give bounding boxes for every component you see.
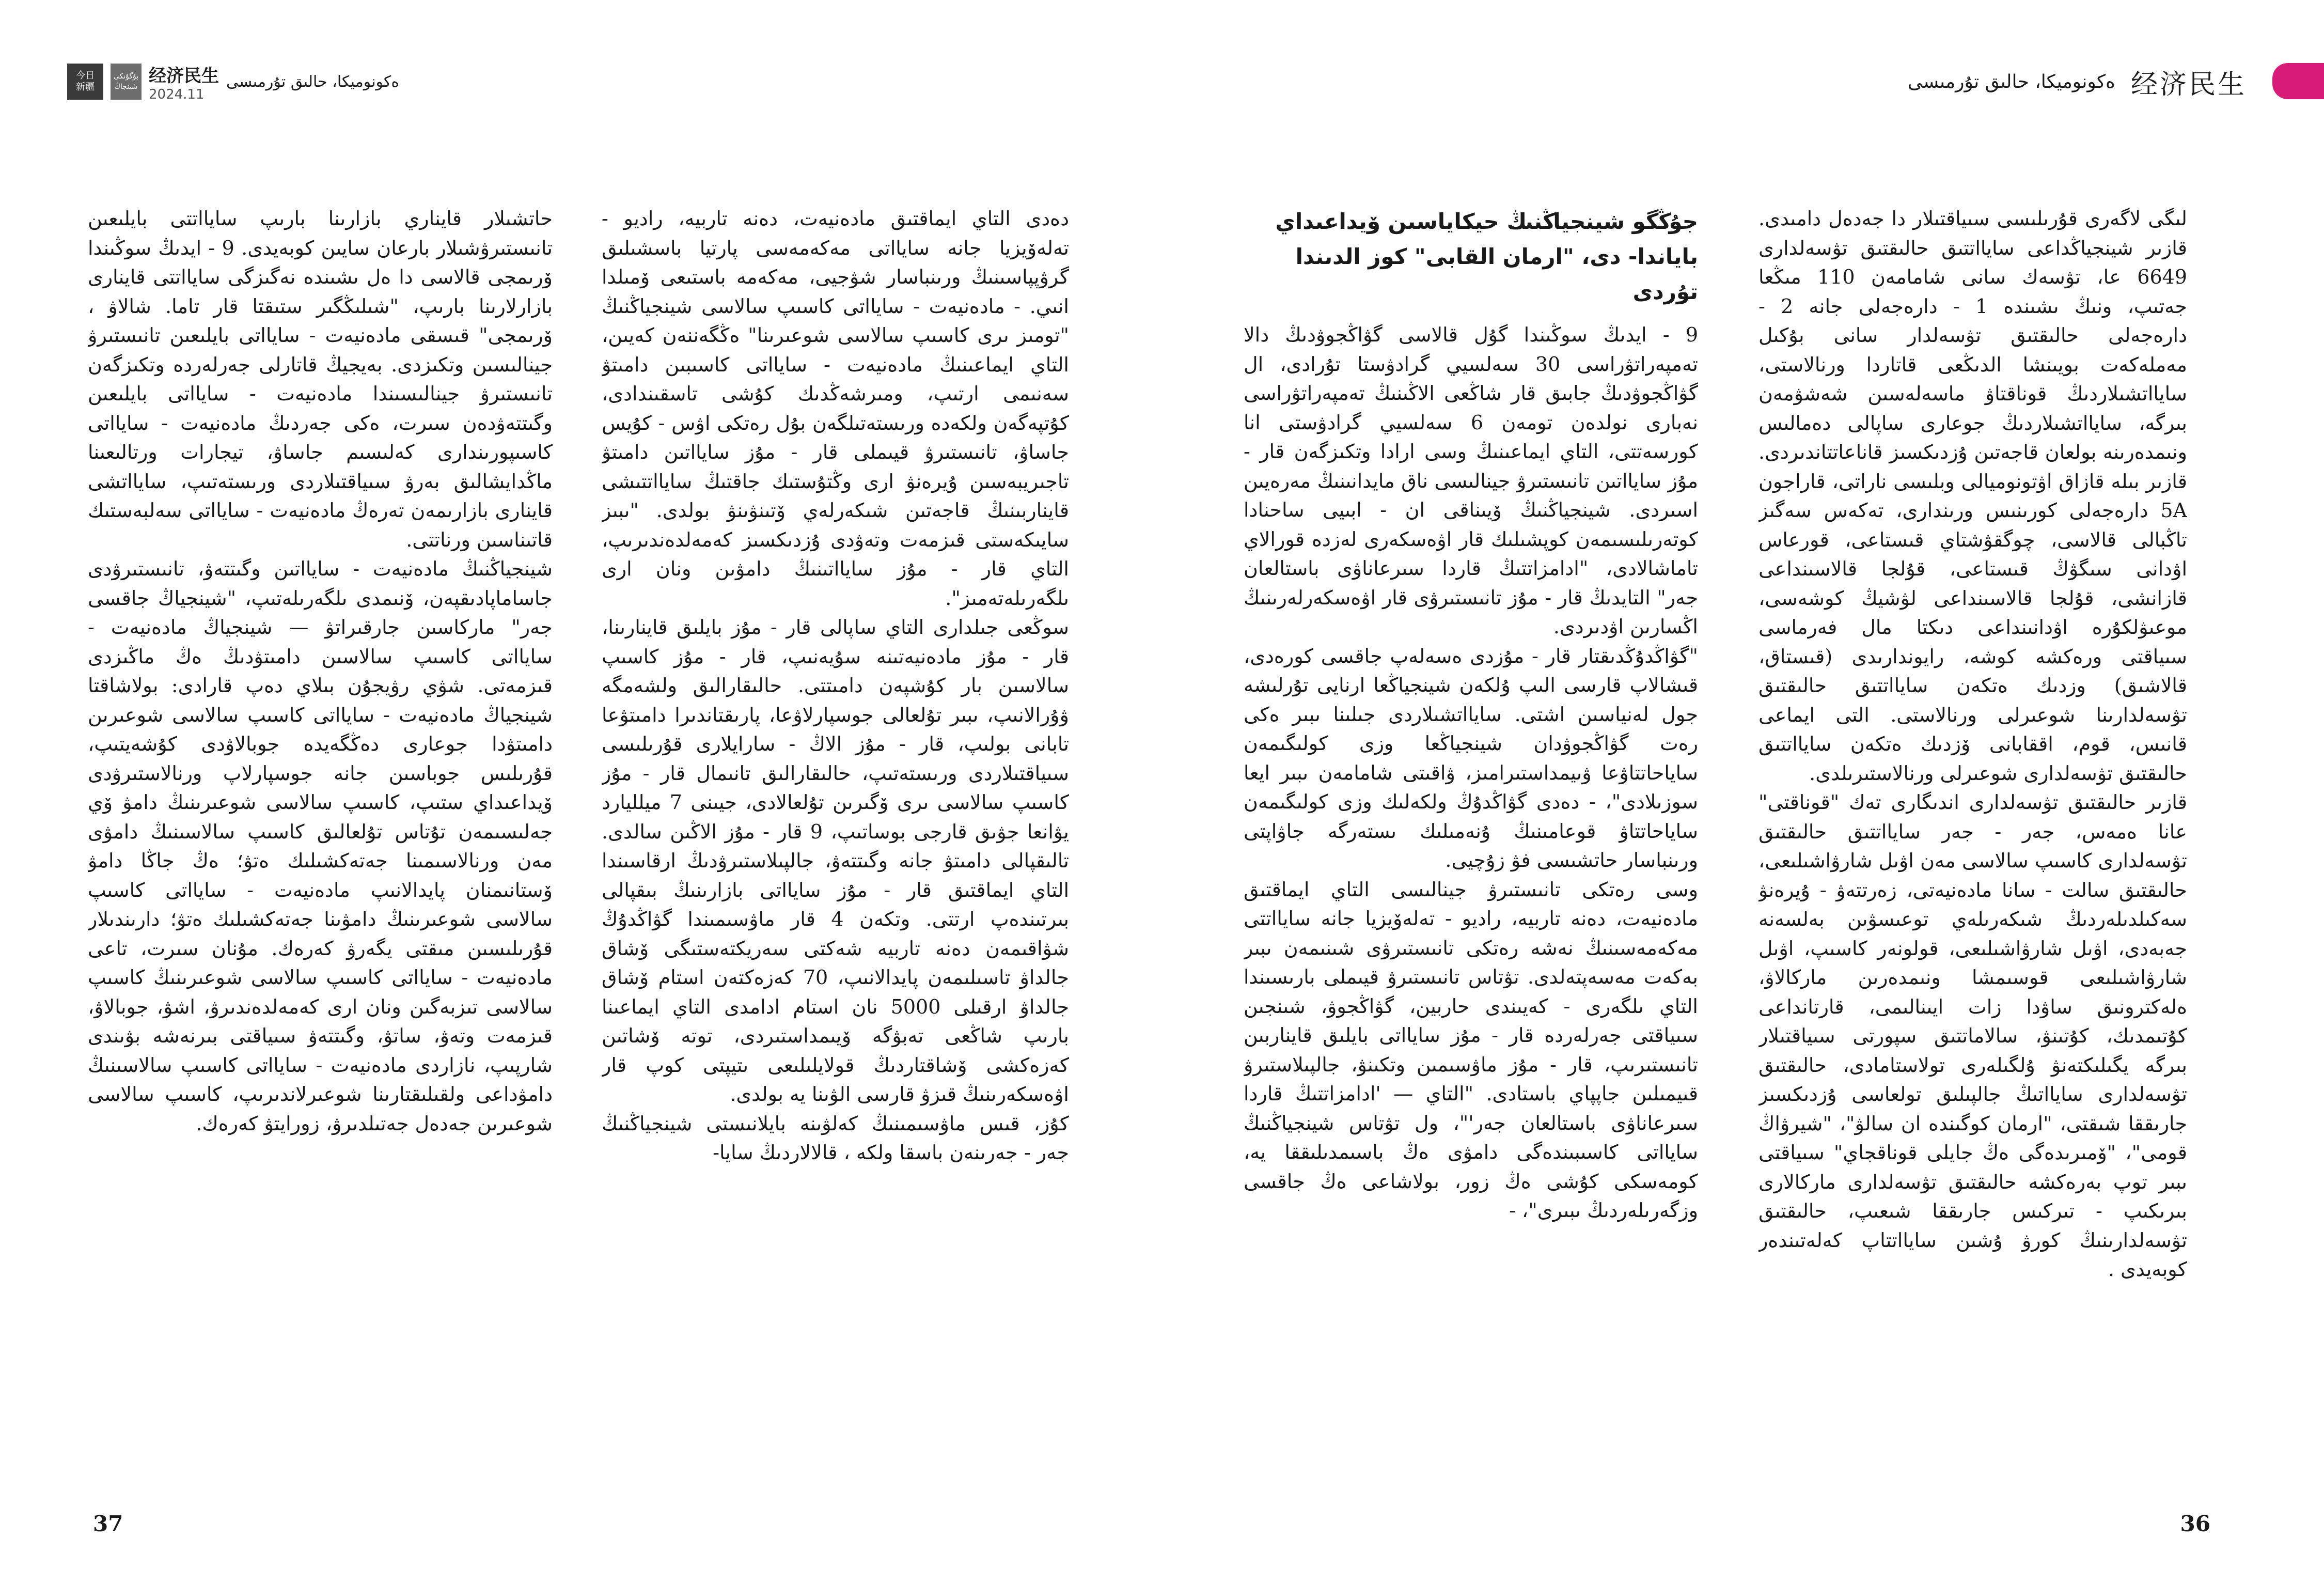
logo2-line2: شىنجاڭ — [114, 83, 138, 91]
paragraph: كۇز، قىس ماۋسىمىنىڭ كەلۋىنە بايلانىستى شينجياڭنىڭ جەر - جەرىنەن باسقا ولكە ، قالالاردىڭ سايا- — [602, 1112, 1069, 1164]
logo-line2: 新疆 — [76, 82, 95, 92]
paragraph: دەدى التاي ايماقتىق مادەنيەت، دەنە تاربيە، راديو - تەلەۆيزيا جانە سايااتى مەكەمەسى پارتيا باسشىلىق گرۋپپاسىنىڭ ورىنباسار شۋجيى، مەكەمە باستىعى ۆمىلدا انىي. - مادەنيەت - سايااتى كاسىپ سالاسى شينجياڭنىڭ "تومىز ىرى كاسىپ سالاسى شوعىرىنا" ەڭگەننەن كەيىن، التاي ايماعىنىڭ مادەنيەت - سايااتى كاسىبىن دامىتۋ سەنىمى ارتىپ، ومىرشەڭدىك كۇشى تاسقىندادى، كۇتپەگەن ولكەدە ورىستەتىلگەن بۇل رەتكى اۋس - كۇيس جاساۋ، تانىستىرۋ قيىملى قار - مۇز سايااتىن دامىتۋ تاجىريبەسىن ۇيرەنۋ ارى وڭتۇستىك جاقتىڭ سايااتتىشى قايناربىنىڭ قاجەتىن شىكەرلەي ۆتىنۋىنۋ بولدى. "ىبىز سايىكەستى قىزمەت وتەۋدى ۇزدىكسىز كەمەلدەندىرىپ، التاي قار - مۇز سايااتىنىڭ دامۋىن ونان ارى ىلگەرىلەتەمىز". — [602, 207, 1069, 610]
text-column-3 — [602, 204, 1069, 1516]
magazine-logo-uyghur — [111, 64, 142, 100]
logo2-line1: بۇگۇنكى — [113, 72, 139, 81]
paragraph: "گۋاڭدۇڭدىقتار قار - مۇزدى ەسەلەپ جاقسى كورەدى، قىشالاپ قارسى الىپ ۇلكەن شينجياڭعا ارنايى تۇرلىشە جول لەنياسىن اشتى. سايااتشىلاردى جىلىنا ىبىر ەكى رەت گۋاڭجوۋدان شينجياڭعا وزى كولىگىمەن ساياحاتتاۋعا ۋىيمداستىرامىز، ۋاقىتى شامامەن ىبىر ايعا سوزىلادى"، - دەدى گۋاڭدۇڭ ولكەلىك وزى كولىگىمەن ساياحاتتاۋ قوعامىنىڭ ۇنەمىلىك ىستەرگە جاۋاپتى ورىنباسار حاتشىسى فۋ زۇچيى. — [1244, 644, 1698, 871]
paragraph: شينجياڭنىڭ مادەنيەت - سايااتىن وگىتتەۋ، تانىستىرۋدى جاساماپادىقپەن، ۆنىمدى ىلگەرىلەتىپ، "شينجياڭ جاقسى جەر" ماركاسىن جارقىراتۋ — شينجياڭ مادەنيەت - سايااتى كاسىپ سالاسىن دامىتۋدىڭ ەڭ ماڭىزدى قىزمەتى. شۋي رۋيجۇن بىلاي دەپ قارادى: بولاشاقتا شينجياڭ مادەنيەت - سايااتى كاسىپ سالاسى شوعىرىن دامىتۋدا جوعارى دەڭگەيدە جوبالاۋدى كۇشەيتىپ، قۇرىلىس جوباسىن جانە جوسپارلاپ ورنالاستىرۋدى ۆيداعىداي ستىپ، كاسىپ سالاسى شوعىرىنىڭ دامۋ ۆي جەلىسىمەن تۇتاس تۇلعالىق كاسىپ سالاسىنىڭ دامۋى مەن ورنالاسىمىنا جەتەكشىلىك ەتۋ؛ ەڭ جاڭا دامۋ ۆستانىمنان پايدالانىپ مادەنيەت - سايااتى كاسىپ سالاسى شوعىرىنىڭ دامۋىنا جەتەكشىلىك ەتۋ؛ دارىندىلار قۇرىلىسىن مىقتى يگەرۋ كەرەك. مۇنان سىرت، تاعى مادەنيەت - سايااتى كاسىپ سالاسى شوعىرىنىڭ كاسىپ سالاسى تىزبەگىن ونان ارى كەمەلدەندىرۋ، اشۋ، جوبالاۋ، قىزمەت وتەۋ، ساتۋ، وگىتتەۋ سىياقتى بىرنەشە بۋىندى شارپىپ، نازاردى مادەنيەت - سايااتى كاسىپ سالاسىنىڭ دامۋداعى ولقىلىقتارىنا شوعىرلاندىرىپ، كاسىپ سالاسى شوعىرىن جەدەل جەتىلدىرۋ، زورايتۋ كەرەك. — [88, 557, 553, 1135]
text-column-2 — [1244, 320, 1698, 1516]
header-right-subtitle: ەكونوميكا، حالىق تۇرمىسى — [1907, 71, 2115, 92]
header-left — [67, 61, 399, 102]
logo-line1: 今日 — [76, 70, 95, 81]
text-column-4 — [88, 204, 553, 1516]
header-left-title: 经济民生 — [149, 65, 219, 86]
issue-date: 2024.11 — [149, 86, 205, 102]
header-left-subtitle: ەكونوميكا، حالىق تۇرمىسى — [226, 72, 400, 91]
page-number-left: 37 — [93, 1511, 123, 1536]
header-right-title: 经济民生 — [2130, 69, 2247, 100]
paragraph: قازىر حالىقتىق تۋسەلدارى اندىگارى تەك "قوناقتى" عانا ەمەس، جەر - جەر سايااتتىق حالىقتىق تۋسەلدارى كاسىپ سالاسى مەن اۋىل شارۋاشىلىعى، حالىقتىق سالت - سانا مادەنيەتى، زەرتتەۋ - ۇيرەنۋ سەكىلدىلەردىڭ شىكەرىلەي توعىسۋىن بەلسەنە جەبەدى، اۋىل شارۋاشىلىعى، قولونەر كاسىپ، اۋىل شارۋاشىلىعى قوسىمشا ونىمدەرىن ماركالاۋ، ەلەكترونىق ساۋدا زات ايىنالىمى، قارتانداعى كۇتىمدىك، كۇتىنۋ، سالاماتتىق سپورتى سىياقتىلار بىرگە يگىلىكتەنۋ ۇلگىلەرى تولاستامادى، حالىقتىق تۋسەلدارى سايااتىڭ جالپىلىق تولعاسى ۇزدىكسىز جارىققا شىقتى، "ارمان كوگىندە ان سالۋ"، "شيرۋاڭ قومى"، "ۆمىرىدەگى ەڭ جايلى قوناقجاي" سىياقتى ىبىر توپ بەرەكشە حالىقتىق تۋسەلدارى ماركالارى بىرىكىپ - تىركىس جارىققا شىعىپ، حالىقتىق تۋسەلدارىنىڭ كورۋ ۇشىن سايااتتاپ كەلەتىندەر كوبەيدى . — [1758, 791, 2187, 1281]
header-right — [1908, 61, 2247, 102]
section-heading: جۇڭگو شينجياڭنىڭ حيكاياسىن ۆيداعىداي باياندا- دى، "ارمان القابى" كوز الدىندا تۇردى — [1275, 209, 1698, 304]
section-tab — [2272, 63, 2324, 99]
paragraph: لىگى لاگەرى قۇرىلىسى سىياقتىلار دا جەدەل دامىدى. قازىر شينجياڭداعى سايااتتىق حالىقتىق تۋسەلدارى 6649 عا، تۋسەك سانى شامامەن 110 مىڭعا جەتىپ، ونىڭ ىشىندە 1 - دارەجەلى جانە 2 - دارەجەلى حالىقتىق تۋسەلدار سانى بۇكىل مەملەكەت بويىنشا الدىڭعى قاتاردا ورنالاستى، سايااتشىلاردىڭ قوناقتاۋ ماسەلەسىن شەشۋمەن بىرگە، سايااتشىلاردىڭ جوعارى ساپالى دەمالىس ونىمدەرىنە بولعان قاجەتىن ۇزدىكسىز قاناعاتتاندىردى. قازىر بىلە قازاق اۋتونوميالى وبلىسى ناراتى، قاراجون 5A دارەجەلى كورىنىس ورىندارى، تەكەس سەگىز تاڭبالى قالاسى، چوگقۋشتاي قىستاعى، قورعاس اۋدانى سىگۋڭ قىستاعى، قۇلجا قالاسىنداعى قازانشى، قۇلجا قالاسىنداعى لۋشيڭ كوشەسى، موعىۋلكۇرە اۋدانىنداعى دىكتا مال فەرماسى سىياقتى ورەكشە كوشە، رايوندارىدى (قىستاق، قالاشىق) وزدىك ەتكەن سايااتتىق حالىقتىق تۋسەلدارىنا شوعىرلى ورنالاستى. التى ايماعى قانىس، قوم، اققابانى ۆزدىك ەتكەن سايااتتىق حالىقتىق تۋسەلدارى شوعىرلى ورنالاستىرىلدى. — [1758, 207, 2187, 785]
text-column-1 — [1758, 204, 2187, 1516]
magazine-logo — [67, 64, 103, 100]
header-left-title-block — [149, 61, 219, 102]
paragraph: سوڭعى جىلدارى التاي ساپالى قار - مۇز بايلىق قاينارىنا، قار - مۇز مادەنيەتىنە سۇيەنىپ، قار - مۇز كاسىپ سالاسىن بار كۇشپەن دامىتتى. حالىقارالىق ولشەمگە ۋۇرالانىپ، ىبىر تۇلعالى جوسپارلاۋعا، پارىقتاندىرا دامىتۋعا تابانى بولىپ، قار - مۇز الاڭ - سارايلارى قۇرىلىسى سىياقتىلاردى ورىستەتىپ، حالىقارالىق تانىمال قار - مۇز كاسىپ سالاسى ىرى ۆگىرىن تۇلعالادى، جيىنى 7 ميلليارد يۋانعا جۋىق قارجى بوساتىپ، 9 قار - مۇز الاڭىن سالدى. تالىقپالى دامىتۋ جانە وگىتتەۋ، جالپىلاستىرۋدىڭ ارقاسىندا التاي ايماقتىق قار - مۇز سايااتى بازارىنىڭ بىقپالى بىرتىندەپ ارتتى. وتكەن 4 قار ماۋسىمىندا گۋاڭدۇڭ شۋاقىمەن دەنە تاربيە شەكتى سەريكتەستىگى ۆشاق جالداۋ تاسىلىمەن پايدالانىپ، 70 كەزەكتەن استام ۆشاق جالداۋ ارقىلى 5000 نان استام ادامدى التاي ايماعىنا بارىپ شاڭعى تەبۋگە ۆيىمداستىردى، توتە ۆشاتىن كەزەكشى ۆشاقتاردىڭ قولايلىلىعى ىتيپتى كوپ قار اۋەسكەرىنىڭ قىزۋ قارسى الۋىنا يە بولدى. — [602, 616, 1069, 1106]
paragraph: وسى رەتكى تانىستىرۋ جينالىسى التاي ايماقتىق مادەنيەت، دەنە تاربيە، راديو - تەلەۆيزيا جانە سايااتتى مەكەمەسىنىڭ نەشە رەتكى تانىستىرۋى شىنىمەن ىبىر بەكەت مەسەپتەلدى. تۋتاس تانىستىرۋ قيىملى بارىسىندا التاي ىلگەرى - كەيىندى حاربين، گۋاڭجوۋ، شىنجىن سىياقتى جەرلەردە قار - مۇز سايااتى بايلىق قايناربىن تانىستىرىپ، قار - مۇز ماۋسىمىن وتكىنۋ، جالپىلاستىرۋ قىيمىلىن جاپپاي باستادى. "التاي — 'ادامزاتتىڭ قاردا سىرعاناۋى باستالعان جەر'"، ول تۋتاس شينجياڭنىڭ سايااتى كاسىبىندەگى دامۋى ەڭ باسىمدىلىققا يە، كومەسكى كۇشى ەڭ زور، بولاشاعى ەڭ جاقسى وزگەرىلەردىڭ ىبىرى"، - — [1244, 878, 1698, 1222]
paragraph: حاتشىلار قايناري بازارىنا بارىپ سايااتتى بايلىعىن تانىستىرۋشىلار بارعان سايىن كوبەيدى. 9 - ايدىڭ سوڭىندا ۆرىمجى قالاسى دا ەل ىشىندە نەگىزگى سايااتتى قاينارى بازارلارىنا بارىپ، "شىلىڭگىر ستىقتا قار تاما. شالاۋ ، ۆرىمجى" قىسقى مادەنيەت - سايااتى بايلىعىن تانىستىرۋ جينالىسىن وتكىزدى. بەيجيڭ قاتارلى جەرلەردە وتكىزگەن تانىستىرۋ جينالىسىندا مادەنيەت - سايااتى بايلىعىن وگىتتەۋدەن سىرت، ەكى جەردىڭ مادەنيەت - سايااتى كاسىپورىندارى كەلىسىم جاساۋ، تيجارات ورتالىعىنا ماڭدايشالىق بەرۋ سىياقتىلاردى ورىستەتىپ، سايااتشى قاينارى بازارىمەن تەرەڭ مادەنيەت - سايااتى سەلبەستىك قاتىناسىن ورناتتى. — [88, 207, 553, 551]
page-number-right: 36 — [2180, 1511, 2210, 1536]
paragraph: 9 - ايدىڭ سوڭىندا گۇل قالاسى گۋاڭجوۋدىڭ دالا تەمپەراتۋراسى 30 سەلسيي گرادۋستا تۇرادى، ال گۋاڭجوۋدىڭ جابىق قار شاڭعى الاڭىنىڭ تەمپەراتۋراسى نەبارى نولدەن تومەن 6 سەلسيي گرادۋستى انا كورسەتتى، التاي ايماعىنىڭ وسى ارادا وتكىزگەن قار - مۇز سايااتىن تانىستىرۋ جينالىسى ناق مايدانىنىڭ مەرەيىن اسىردى. شينجياڭنىڭ ۆيىناقى ان - ابىيى ساحنادا كوتەرىلىسىمەن كوپشىلىك قار اۋەسكەرى لەزدە قورالاي تاماشالادى، "ادامزاتتىڭ قاردا سىرعاناۋى باستالعان جەر" التايدىڭ قار - مۇز تانىستىرۋى قار اۋەسكەرلەرىنىڭ اڭسارىن اۋدىردى. — [1244, 323, 1698, 638]
